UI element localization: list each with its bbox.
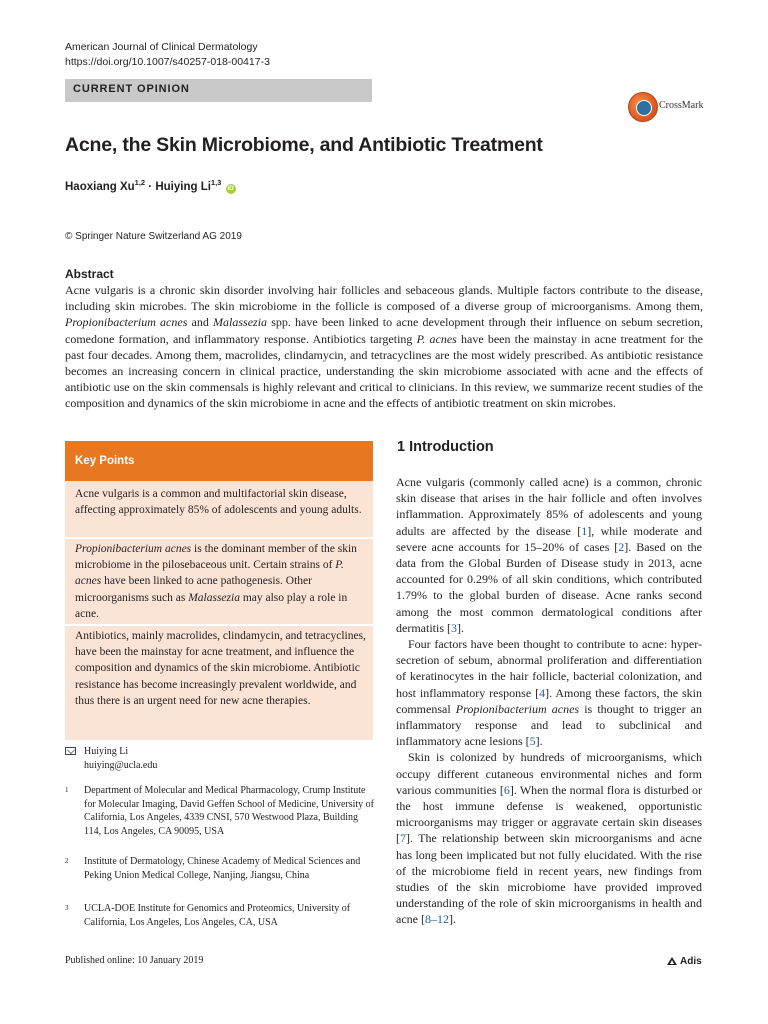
author-list [65, 178, 236, 194]
citation-link[interactable]: 4 [539, 685, 546, 700]
key-point-divider [65, 537, 373, 539]
section-heading: 1 Introduction [397, 439, 494, 455]
paragraph: Skin is colonized by hundreds of microorganisms, which occupy different cutaneous environmental niches and form various communities [6]. When the normal flora is disturbed or the host immune defense is weakened, opportunistic microorganisms may trigger or aggravate certain skin diseases [7]. The relationship between skin microorganisms and acne has long been implicated but not fully elucidated. With the rise of the microbiome field in recent years, new findings from studies of the skin microbiome have provided improved understanding of the role of skin microorganisms in health and acne [8–12]. [396, 750, 702, 927]
crossmark-badge[interactable] [628, 92, 708, 122]
orcid-icon[interactable]: iD [227, 184, 234, 192]
affiliation-text: Department of Molecular and Medical Pharmacology, Crump Institute for Molecular Imaging, David Geffen School of Medicine, University of California, Los Angeles, 4339 CNSI, 570 Westwood Plaza, Building 114, Los Angeles, CA 90095, USA [84, 785, 375, 837]
affiliation-number: 3 [65, 904, 69, 912]
doi-link[interactable]: https://doi.org/10.1007/s40257-018-00417-3 [65, 56, 270, 68]
affiliation-number: 1 [65, 786, 69, 794]
key-point-item: Antibiotics, mainly macrolides, clindamycin, and tetracyclines, have been the mainstay for acne treatment, and influence the composition and dynamics of the skin microbiome. Antibiotic resistance has become increasingly prevalent worldwide, and thus there is an urgent need for new acne therapies. [75, 630, 366, 707]
publisher-name: Adis [680, 956, 702, 967]
article-title: Acne, the Skin Microbiome, and Antibiotic Treatment [65, 134, 543, 156]
citation-link[interactable]: 1 [581, 523, 588, 538]
abstract-text: Acne vulgaris is a chronic skin disorder involving hair follicles and sebaceous glands. Multiple factors contribute to the disease, including skin microbes. The skin microbiome in the follicle is composed of a diverse group of microorganisms. Among them, Propionibacterium acnes and Malassezia spp. have been linked to acne development through their influence on sebum secretion, comedone formation, and inflammatory response. Antibiotics targeting P. acnes have been the mainstay in acne treatment for the past four decades. Among them, macrolides, clindamycin, and tetracyclines are the most widely prescribed. As antibiotic resistance becomes an increasing concern in clinical practice, understanding the skin microbiome associated with acne and the effects of antibiotic use on the skin commensals is highly relevant and critical to clinicians. In this review, we summarize recent studies of the composition and dynamics of the skin microbiome in acne and the effects of antibiotic treatment on skin microbes. [65, 283, 704, 411]
key-points-header [65, 441, 373, 481]
author-affiliation: 1,3 [210, 178, 222, 187]
citation-link[interactable]: 6 [503, 782, 510, 797]
journal-name: American Journal of Clinical Dermatology [65, 41, 258, 53]
affiliation-number: 2 [65, 857, 69, 865]
author-name[interactable]: Huiying Li [155, 180, 211, 193]
copyright-notice: © Springer Nature Switzerland AG 2019 [65, 231, 242, 242]
crossmark-label: CrossMark [659, 100, 704, 111]
paragraph: Acne vulgaris (commonly called acne) is a common, chronic skin disease that arises in the hair follicle and often involves inflammation. Approximately 85% of adolescents and young adults are affected by the disease [1], while moderate and severe acne accounts for 15–20% of cases [2]. Based on the data from the Global Burden of Disease study in 2013, acne accounted for 0.29% of all skin conditions, which contributed 1.79% to the global burden of disease. Acne ranks second among the most common dermatological conditions after dermatitis [3]. [396, 475, 703, 635]
author-name[interactable]: Haoxiang Xu [65, 180, 135, 193]
affiliation-text: Institute of Dermatology, Chinese Academy of Medical Sciences and Peking Union Medical College, Nanjing, Jiangsu, China [84, 856, 361, 881]
paragraph: Four factors have been thought to contribute to acne: hyper-secretion of sebum, abnormal proliferation and differentiation of keratinocytes in the hair follicle, bacterial colonization, and host inflammatory response [4]. Among these factors, the skin commensal Propionibacterium acnes is thought to trigger an inflammatory response and lead to subclinical and inflammatory acne lesions [5]. [396, 637, 703, 749]
key-points-heading: Key Points [75, 455, 135, 467]
key-points-box [65, 441, 373, 740]
author-separator: · [145, 180, 156, 193]
published-date: Published online: 10 January 2019 [65, 955, 204, 966]
citation-link[interactable]: 8–12 [424, 912, 449, 927]
citation-link[interactable]: 5 [529, 734, 536, 749]
corresponding-author: Huiying Li [84, 746, 129, 757]
section-label: CURRENT OPINION [73, 83, 190, 95]
corresponding-email[interactable]: huiying@ucla.edu [84, 759, 158, 771]
key-point-divider [65, 624, 373, 626]
affiliation-1 [65, 784, 373, 854]
author-affiliation: 1,2 [134, 178, 146, 187]
crossmark-icon [628, 92, 658, 122]
key-point-item: Propionibacterium acnes is the dominant member of the skin microbiome in the pilosebaceous unit. Certain strains of P. acnes have been linked to acne pathogenesis. Other microorganisms such as Malassezia may also play a role in acne. [75, 543, 357, 620]
citation-link[interactable]: 2 [618, 539, 625, 554]
publisher-logo [667, 956, 702, 967]
affiliation-2 [65, 855, 373, 900]
adis-logo-icon [667, 957, 677, 965]
citation-link[interactable]: 3 [450, 620, 457, 635]
envelope-icon [65, 747, 76, 755]
affiliation-text: UCLA-DOE Institute for Genomics and Proteomics, University of California, Los Angeles, Los Angeles, CA, USA [84, 903, 351, 928]
section-banner [65, 79, 372, 102]
citation-link[interactable]: 7 [400, 831, 406, 846]
abstract-heading: Abstract [65, 267, 114, 281]
introduction-text [396, 474, 702, 928]
affiliation-3 [65, 902, 373, 932]
journal-header [65, 40, 270, 70]
key-point-item: Acne vulgaris is a common and multifactorial skin disease, affecting approximately 85% of adolescents and young adults. [75, 488, 362, 517]
correspondence [65, 745, 373, 775]
